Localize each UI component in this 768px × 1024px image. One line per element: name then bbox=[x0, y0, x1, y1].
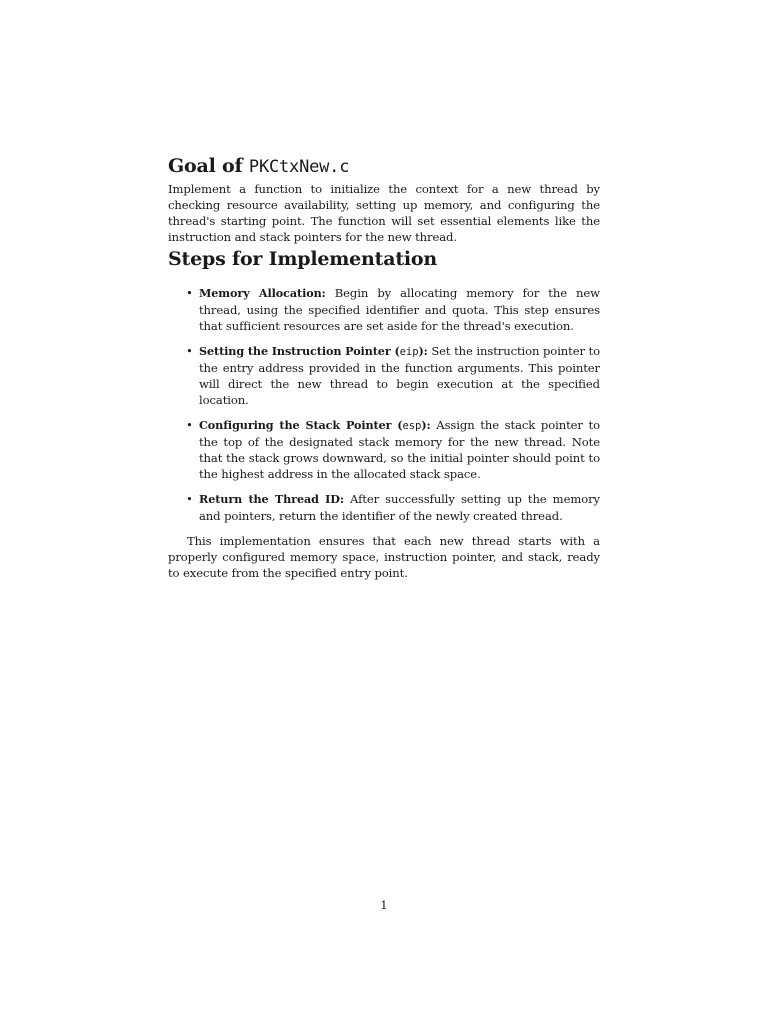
bullet-glyph: • bbox=[186, 418, 193, 432]
list-item bbox=[186, 417, 600, 482]
section-heading-goal bbox=[168, 152, 600, 181]
section-heading-goal-filename: PKCtxNew.c bbox=[248, 157, 350, 177]
step-term-code: esp bbox=[402, 420, 422, 432]
step-description: Set the instruction pointer to the entry address provided in the function arguments. This pointer will direct the new thread to begin execution at the specified location. bbox=[199, 344, 600, 407]
intro-paragraph: Implement a function to initialize the context for a new thread by checking resource availability, setting up memory, and configuring the thread's starting point. The function will set essential elements like the instruction and stack pointers for the new thread. bbox=[168, 182, 600, 244]
steps-list bbox=[168, 285, 600, 524]
step-description: Assign the stack pointer to the top of the designated stack memory for the new thread. Note that the stack grows downward, so the initial pointer should point to the highest address in the allocated stack space. bbox=[199, 418, 600, 481]
list-item bbox=[186, 285, 600, 334]
step-term-text: Configuring the Stack Pointer bbox=[199, 418, 392, 432]
step-term bbox=[199, 286, 326, 300]
document-content bbox=[168, 152, 600, 581]
step-term-text: Memory Allocation: bbox=[199, 286, 326, 300]
step-description: After successfully setting up the memory and pointers, return the identifier of the newly created thread. bbox=[199, 492, 600, 523]
step-description: Begin by allocating memory for the new thread, using the specified identifier and quota. This step ensures that sufficient resources are set aside for the thread's execution. bbox=[199, 286, 600, 333]
page-number: 1 bbox=[380, 898, 388, 912]
step-term-code-close: ): bbox=[418, 344, 428, 358]
list-item bbox=[186, 343, 600, 408]
section-heading-goal-prefix: Goal of bbox=[168, 155, 249, 177]
step-term-code-open: ( bbox=[390, 344, 400, 358]
step-term bbox=[199, 492, 344, 506]
step-term-text: Return the Thread ID: bbox=[199, 492, 344, 506]
list-item bbox=[186, 491, 600, 524]
step-term bbox=[199, 418, 431, 432]
step-term-code-close: ): bbox=[421, 418, 431, 432]
closing-paragraph: This implementation ensures that each new thread starts with a properly configured memory space, instruction pointer, and stack, ready to execute from the specified entry point. bbox=[168, 534, 600, 580]
step-term-text: Setting the Instruction Pointer bbox=[199, 344, 391, 358]
bullet-glyph: • bbox=[186, 344, 193, 358]
step-term bbox=[199, 344, 428, 358]
bullet-glyph: • bbox=[186, 492, 193, 506]
step-term-code-open: ( bbox=[391, 418, 403, 432]
bullet-glyph: • bbox=[186, 286, 193, 300]
step-term-code: eip bbox=[399, 346, 419, 358]
section-heading-steps: Steps for Implementation bbox=[168, 248, 438, 270]
